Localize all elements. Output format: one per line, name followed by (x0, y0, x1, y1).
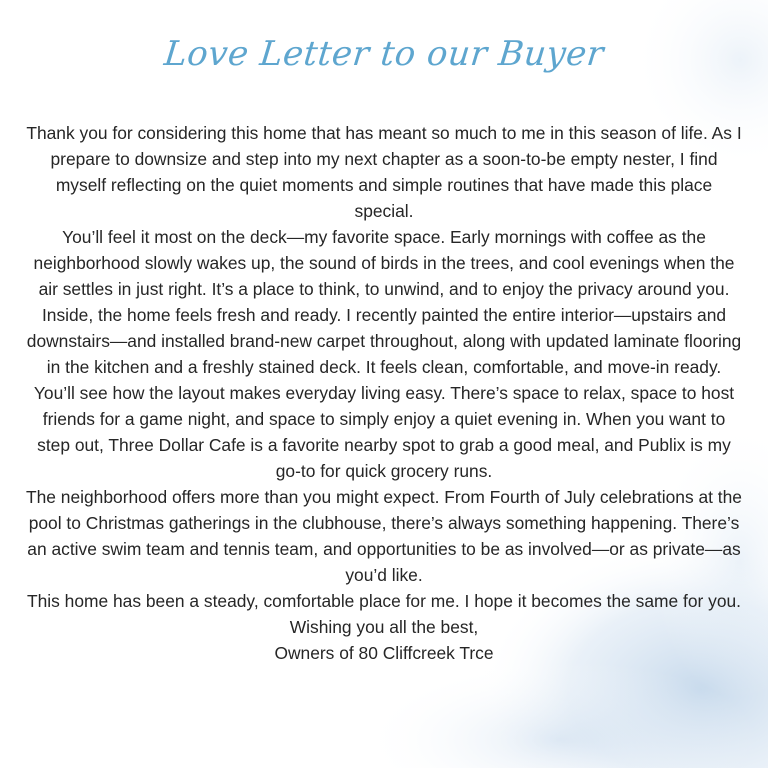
signature: Owners of 80 Cliffcreek Trce (274, 643, 494, 663)
paragraph-neighborhood: The neighborhood offers more than you might expect. From Fourth of July celebrations at the pool to Christmas gatherings in the clubhouse, there’s always something happening. There’s an active swim team and tennis team, and opportunities to be as involved—or as private—as you’d like. (26, 487, 742, 585)
paragraph-intro: Thank you for considering this home that has meant so much to me in this season of life. As I prepare to downsize and step into my next chapter as a soon-to-be empty nester, I find myself reflecting on the quiet moments and simple routines that have made this place special. (26, 123, 742, 221)
closing-line: Wishing you all the best, (289, 617, 479, 637)
paragraph-layout: You’ll see how the layout makes everyday living easy. There’s space to relax, space to host friends for a game night, and space to simply enjoy a quiet evening in. When you want to step out, Three Dollar Cafe is a favorite nearby spot to grab a good meal, and Publix is my go-to for quick grocery runs. (33, 383, 735, 481)
paragraph-closing-thought: This home has been a steady, comfortable place for me. I hope it becomes the same for you. (26, 591, 742, 611)
paragraph-deck: You’ll feel it most on the deck—my favorite space. Early mornings with coffee as the neighborhood slowly wakes up, the sound of birds in the trees, and cool evenings when the air settles in just right. It’s a place to think, to unwind, and to enjoy the privacy around you. Inside, the home feels fresh and ready. I recently painted the entire interior—upstairs and downstairs—and installed brand-new carpet throughout, along with updated laminate flooring in the kitchen and a freshly stained deck. It feels clean, comfortable, and move-in ready. (26, 227, 742, 377)
letter-title: Love Letter to our Buyer (162, 34, 606, 74)
letter-body (24, 120, 744, 666)
